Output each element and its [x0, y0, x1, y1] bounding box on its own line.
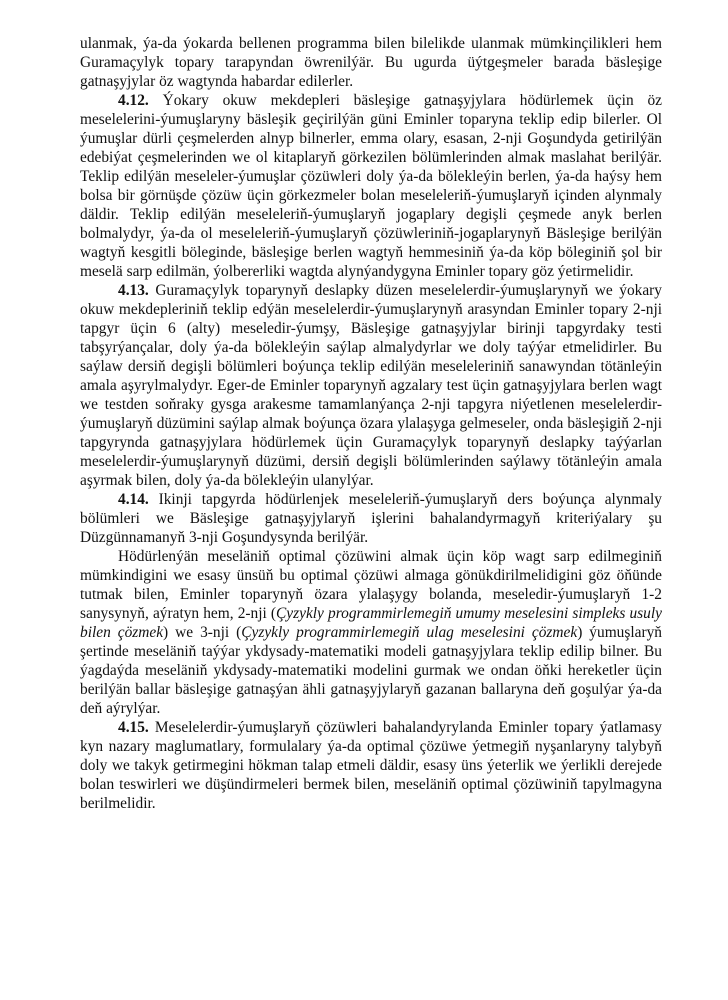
paragraph-text: Guramaçylyk toparynyň deslapky düzen meselelerdir-ýumuşlarynyň we ýokary okuw mekdepleriniň teklip edýän meselelerdir-ýumuşlarynyň arasyndan Eminler topary 2-nji tapgyr üçin 6 (alty) meseledir-ýumşy, Bäsleşige gatnaşyjylar birinji tapgyrdaky testi tabşyrýançalar, doly ýa-da bölekleýin saýlap almalydyrlar we doly taýýar etmelidirler. Bu saýlaw dersiň degişli bölümleri boýunça teklip edilýän meseleleriniň sanawyndan tötänleýin amala aşyrylmalydyr. Eger-de Eminler toparynyň agzalary test üçin gatnaşyjylara berlen wagt we testden soňraky gysga arakesme tamamlanýança 2-nji tapgyra niýetlenen meselelerdir-ýumuşlaryň düzümini saýlap almak boýunça özara ylalaşyga gelmeseler, onda bäsleşigiň 2-nji tapgyrynda gatnaşyjylara hödürlemek üçin Guramaçylyk toparynyň deslapky taýýarlan meselelerdir-ýumuşlarynyň düzümi, dersiň degişli bölümlerinden saýlawy tötänleýin amala aşyrmak bilen, doly ýa-da bölekleýin ulanylýar.: [80, 282, 662, 489]
paragraph-optimal-solution: [80, 547, 662, 718]
paragraph-text: Meselelerdir-ýumuşlaryň çözüwleri bahalandyrylanda Eminler topary ýatlamasy kyn nazary maglumatlary, formulalary ýa-da optimal çözüwe ýetmegiň nyşanlaryny talybyň doly we takyk getirmegini hökman talap etmeli däldir, esasy üns ýeterlik we ýerlikli derejede bolan teswirleri we düşündirmeleri bermek bilen, meseläniň optimal çözüwiniň tapylmagyna berilmelidir.: [80, 719, 662, 812]
paragraph-text: ulanmak, ýa-da ýokarda bellenen programma bilen bilelikde ulanmak mümkinçilikleri hem Guramaçylyk topary tarapyndan öwrenilýär. Bu ugurda üýtgeşmeler barada bäsleşige gatnaşyjylar öz wagtynda habardar edilerler.: [80, 35, 662, 90]
paragraph-text-part: Hödürlenýän meseläniň optimal çözüwini almak üçin köp wagt sarp edilmeginiň mümkindigini we esasy ünsüň bu optimal çözüwi almaga gönükdirilmelidigini göz öňünde tutmak bilen, Eminler toparynyň özara ylalaşygy bolanda, meseledir-ýumuşlaryň 1-2 sanysynyň, aýratyn hem, 2-nji (: [80, 548, 662, 622]
section-number: 4.15.: [118, 719, 149, 736]
italic-task-title: Çyzykly programmirlemegiň umumy meselesini simpleks usuly bilen çözmek: [80, 605, 662, 641]
paragraph-text: Ikinji tapgyrda hödürlenjek meseleleriň-ýumuşlaryň ders boýunça alynmaly bölümleri we Bäsleşige gatnaşyjylaryň işlerini bahalandyrmagyň kriteriýalary şu Düzgünnamanyň 3-nji Goşundysynda berilýär.: [80, 491, 662, 546]
paragraph-4-15: [80, 718, 662, 813]
paragraph-4-12: [80, 91, 662, 281]
section-number: 4.12.: [118, 92, 149, 109]
paragraph-text-part: ) ýumuşlaryň şertinde meseläniň taýýar ykdysady-matematiki modeli gatnaşyjylara teklip edilip bilner. Bu ýagdaýda meseläniň ykdysady-matematiki modelini gurmak we ondan öňki hereketler üçin berilýän ballar bäsleşige gatnaşýan ähli gatnaşyjylaryň gazanan ballaryna deň goşulýar ýa-da deň aýrylýar.: [80, 624, 662, 717]
document-page: [80, 34, 662, 813]
paragraph-4-14: [80, 490, 662, 547]
paragraph-text: Ýokary okuw mekdepleri bäsleşige gatnaşyjylara hödürlemek üçin öz meselelerini-ýumuşlaryny bäsleşik geçirilýän güni Eminler toparyna teklip edip bilerler. Ol ýumuşlar dürli çeşmelerden alnyp bilnerler, emma olary, esasan, 2-nji Goşundyda getirilýän edebiýat çeşmelerinden we ol kitaplaryň görkezilen bölümlerinden almak maslahat berilýär. Teklip edilýän meseleler-ýumuşlar çözüwleri doly ýa-da bölekleýin berlen, ýa-da haýsy hem bolsa bir görnüşde çözüw üçin görkezmeler bolan meseleleriň-ýumuşlaryň içinden alynmaly däldir. Teklip edilýän meseleleriň-ýumuşlaryň jogaplary degişli çeşmede anyk berlen bolmalydyr, ýa-da ol meseleleriň-ýumuşlaryň çözüwleriniň-jogaplarynyň Bäsleşige berilýän wagtyň kesgitli böleginde, bäsleşige berlen wagtyň hemmesiniň ýa-da köp böleginiň şol bir meselä sarp edilmän, ýolbererliki wagtda alynýandygyna Eminler topary göz ýetirmelidir.: [80, 92, 662, 280]
section-number: 4.14.: [118, 491, 149, 508]
paragraph-text-part: ) we 3-nji (: [163, 624, 242, 641]
section-number: 4.13.: [118, 282, 149, 299]
italic-task-title: Çyzykly programmirlemegiň ulag meselesini çözmek: [241, 624, 578, 641]
paragraph-4-13: [80, 281, 662, 490]
paragraph-continued: [80, 34, 662, 91]
